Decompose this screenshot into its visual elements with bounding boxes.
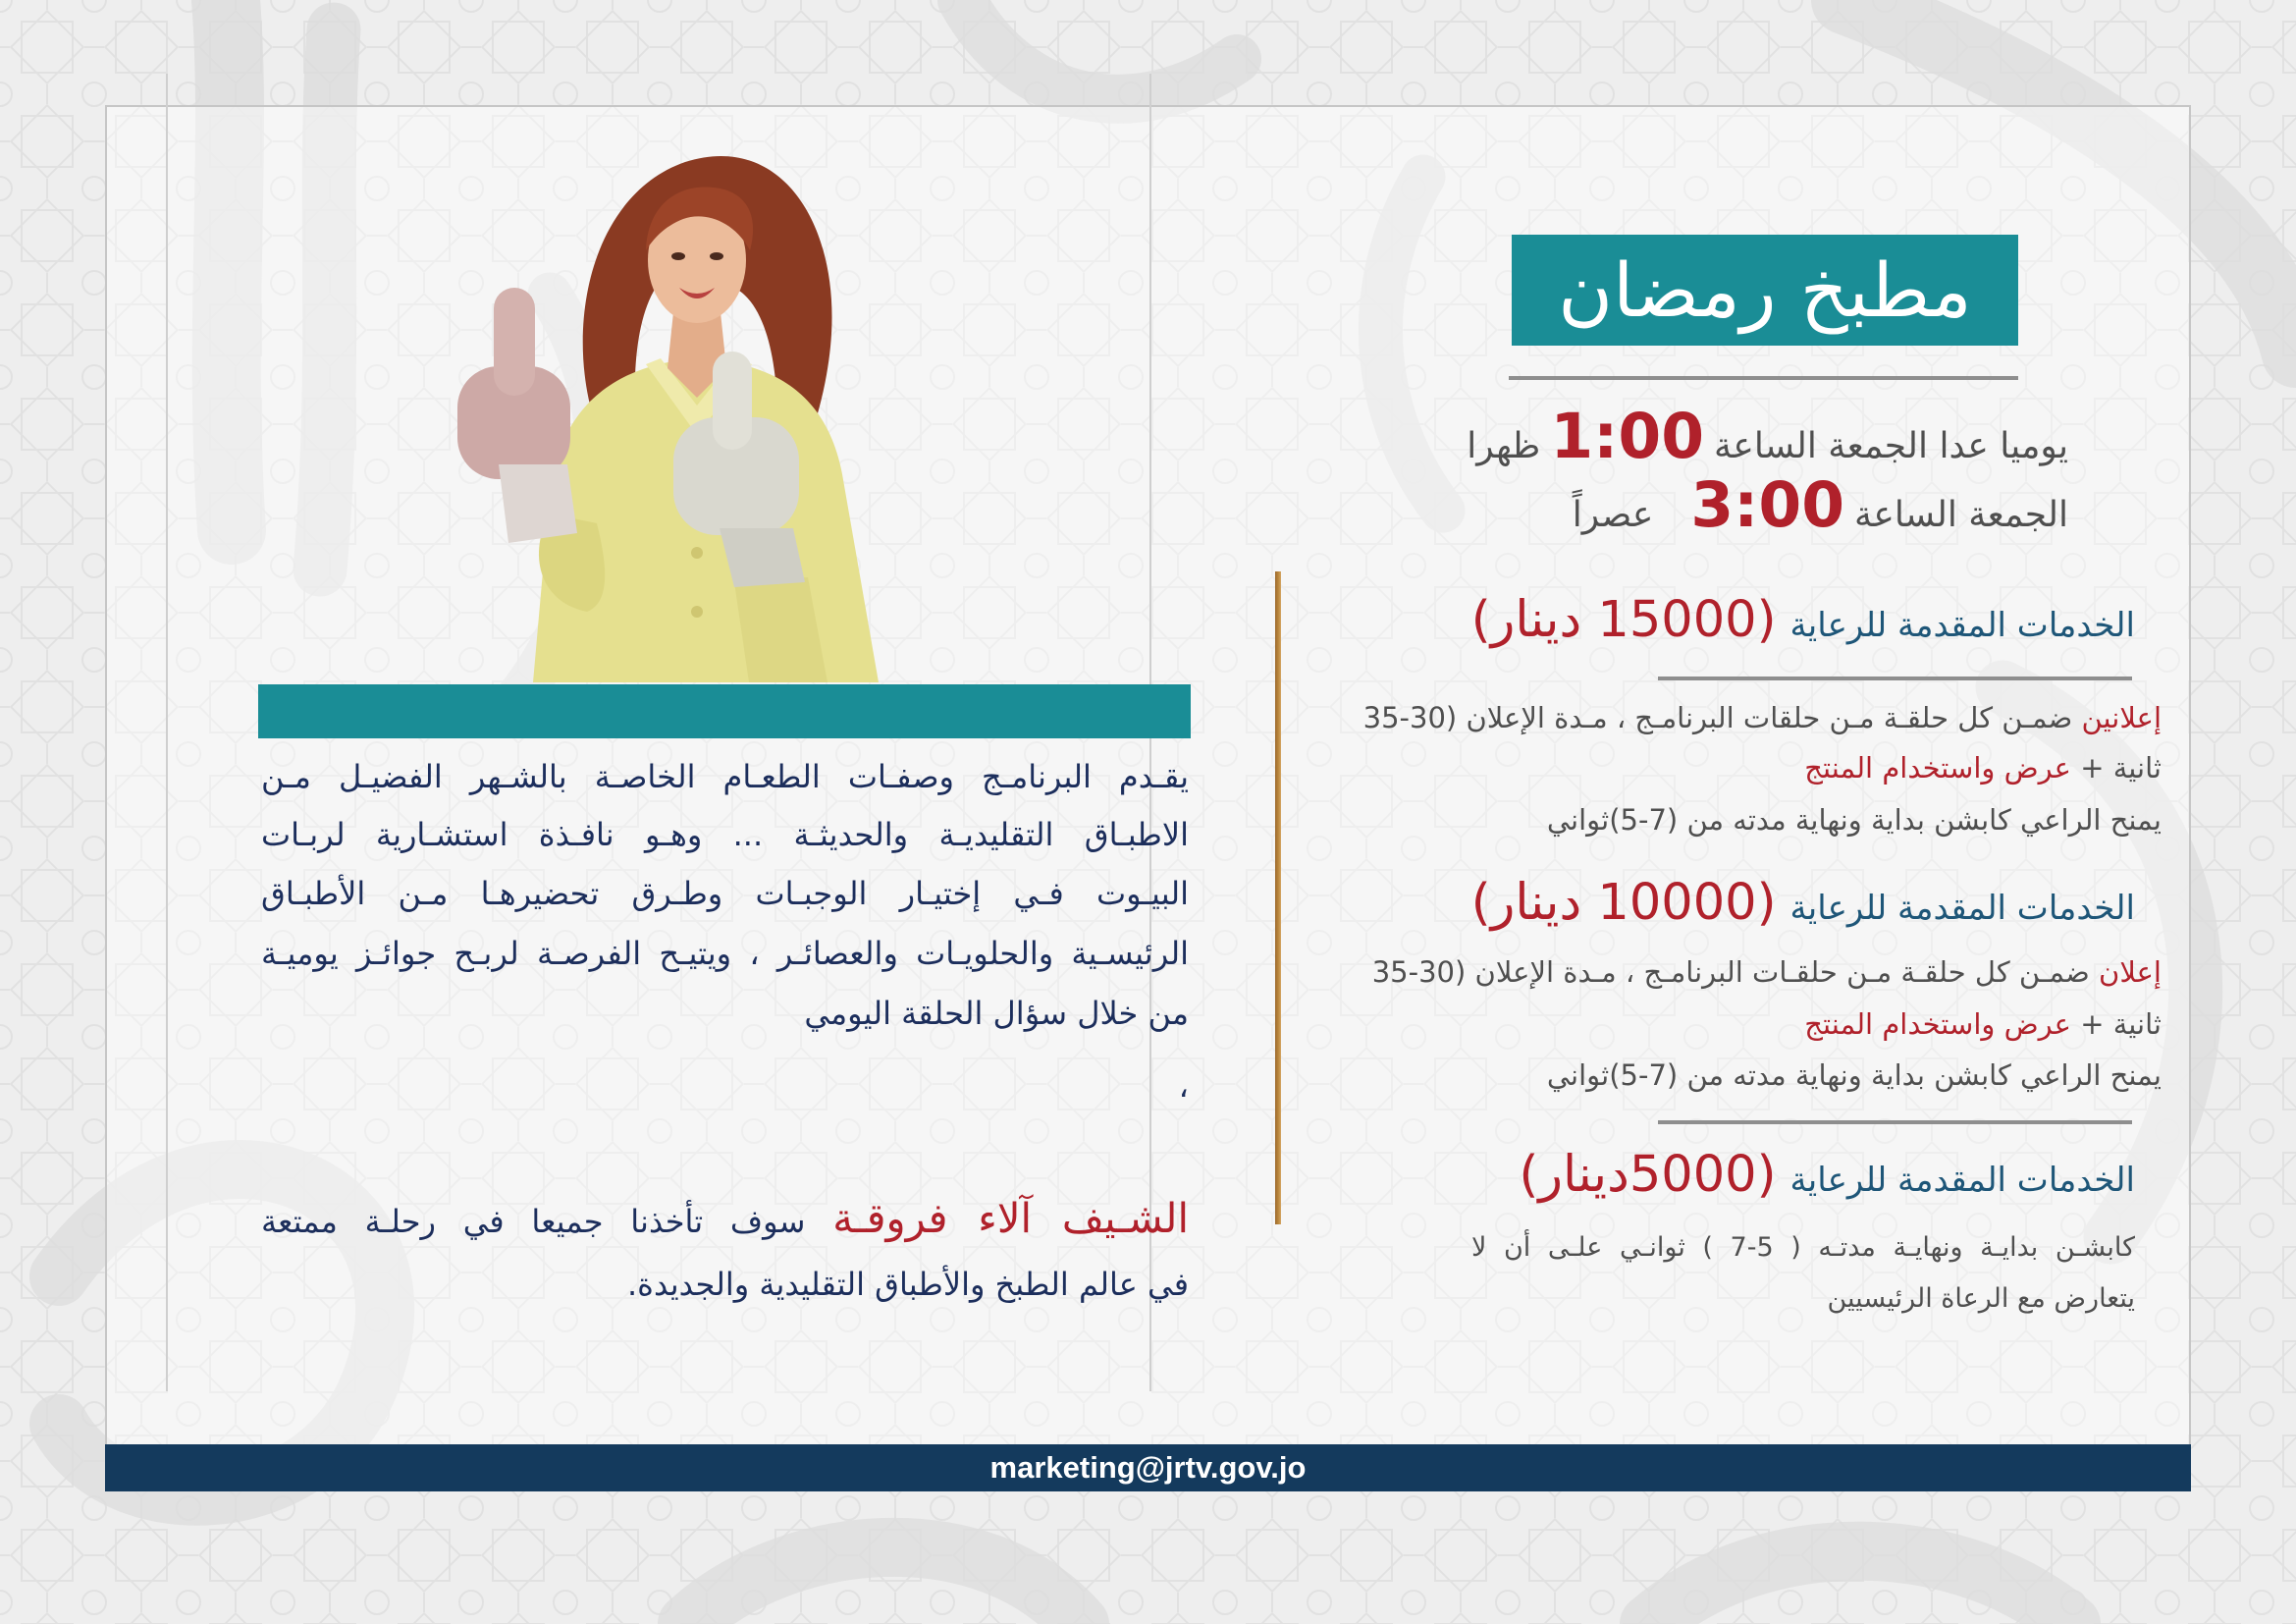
package-2-extra-highlight: عرض واستخدام المنتج bbox=[1804, 1007, 2071, 1041]
description-line-4-text: الرئيسـية والحلويـات والعصائـر ، ويتيـح الفرصـة لربـح جوائـز يوميـة bbox=[261, 935, 1189, 972]
package-1-label: الخدمات المقدمة للرعاية bbox=[1789, 606, 2135, 645]
teal-banner bbox=[258, 684, 1191, 738]
schedule-friday-time: 3:00 bbox=[1690, 469, 1845, 541]
package-1-ad-text: ضمـن كل حلقـة مـن حلقات البرنامـج ، مـدة الإعلان (30-35 bbox=[1362, 701, 2073, 734]
package-1-extra-highlight: عرض واستخدام المنتج bbox=[1804, 751, 2071, 785]
package-1-caption bbox=[1301, 797, 2162, 842]
schedule-friday-suffix: عصراً bbox=[1572, 495, 1654, 535]
title-underline bbox=[1509, 376, 2018, 380]
package-3-line-2 bbox=[1471, 1278, 2135, 1320]
description-line-1 bbox=[261, 749, 1189, 804]
package-2-caption bbox=[1301, 1053, 2162, 1098]
package-2-label: الخدمات المقدمة للرعاية bbox=[1789, 889, 2135, 928]
chef-line-1-rest: سوف تأخذنا جميعا في رحلـة ممتعة bbox=[261, 1203, 806, 1240]
package-3-label: الخدمات المقدمة للرعاية bbox=[1789, 1161, 2135, 1200]
package-2-ad-text: ضمـن كل حلقـة مـن حلقـات البرنامـج ، مـدة الإعلان (30-35 bbox=[1371, 955, 2090, 989]
package-1-separator bbox=[1658, 677, 2132, 680]
package-1-ad-line bbox=[1301, 695, 2162, 740]
description-line-3 bbox=[261, 866, 1189, 921]
package-2-ad-line bbox=[1301, 949, 2162, 995]
divider-bar bbox=[1275, 571, 1281, 1224]
package-2-extra-prefix: ثانية + bbox=[2080, 1007, 2162, 1041]
schedule-weekdays bbox=[1467, 401, 2068, 474]
schedule-friday-prefix: الجمعة الساعة bbox=[1854, 495, 2068, 535]
description-line-5-text: من خلال سؤال الحلقة اليومي bbox=[804, 995, 1189, 1032]
package-2-separator bbox=[1658, 1120, 2132, 1124]
package-2-heading bbox=[1471, 869, 2135, 947]
schedule-weekdays-time: 1:00 bbox=[1550, 401, 1705, 472]
package-3-line-2-text: يتعارض مع الرعاة الرئيسيين bbox=[1827, 1283, 2135, 1314]
chef-line-2-text: في عالم الطبخ والأطباق التقليدية والجديدة. bbox=[627, 1266, 1189, 1303]
description-line-2 bbox=[261, 807, 1189, 862]
package-3-price: (5000دينار) bbox=[1519, 1146, 1777, 1204]
chef-photo bbox=[440, 140, 879, 682]
package-3-heading bbox=[1519, 1141, 2135, 1219]
package-1-caption-text: يمنح الراعي كابشن بداية ونهاية مدته من (7-5)ثواني bbox=[1546, 803, 2162, 837]
description-line-5 bbox=[261, 986, 1189, 1041]
chef-line-1 bbox=[261, 1187, 1189, 1250]
schedule-weekdays-prefix: يوميا عدا الجمعة الساعة bbox=[1714, 426, 2068, 466]
package-2-caption-text: يمنح الراعي كابشن بداية ونهاية مدته من (7-5)ثواني bbox=[1546, 1058, 2162, 1092]
schedule-friday bbox=[1572, 469, 2068, 543]
package-2-price: (10000 دينار) bbox=[1470, 874, 1777, 932]
package-1-extra-line bbox=[1301, 745, 2162, 790]
package-2-extra-line bbox=[1301, 1001, 2162, 1047]
package-3-line-1 bbox=[1471, 1227, 2135, 1269]
footer-bar bbox=[105, 1444, 2191, 1491]
chef-name: الشـيف آلاء فروقـة bbox=[832, 1194, 1189, 1242]
footer-email: marketing@jrtv.gov.jo bbox=[989, 1450, 1307, 1485]
description-line-2-text: الاطبـاق التقليديـة والحديثـة ... وهـو نافـذة استشـارية لربـات bbox=[261, 816, 1189, 853]
package-3-line-1-text: كابشـن بدايـة ونهايـة مدتـه ( 5-7 ) ثوانـي علـى أن لا bbox=[1471, 1232, 2135, 1263]
title-box bbox=[1512, 235, 2018, 346]
package-1-ad-label: إعلانين bbox=[2081, 701, 2162, 734]
description-trailing-mark: ، bbox=[1178, 1067, 1189, 1105]
package-2-ad-label: إعلان bbox=[2099, 955, 2162, 989]
description-line-1-text: يقـدم البرنامـج وصفـات الطعـام الخاصـة بالشـهر الفضيـل مـن bbox=[261, 758, 1189, 795]
package-1-price: (15000 دينار) bbox=[1470, 591, 1777, 649]
fold-line-left bbox=[166, 74, 168, 1391]
package-1-heading bbox=[1471, 586, 2135, 665]
package-1-extra-prefix: ثانية + bbox=[2080, 751, 2162, 785]
chef-line-2 bbox=[261, 1257, 1189, 1312]
description-line-3-text: البيـوت فـي إختيـار الوجبـات وطـرق تحضيرهـا مـن الأطبـاق bbox=[261, 875, 1189, 912]
schedule-weekdays-suffix: ظهرا bbox=[1467, 426, 1541, 466]
page-title: مطبخ رمضان bbox=[1558, 246, 1972, 334]
description-line-4 bbox=[261, 926, 1189, 981]
